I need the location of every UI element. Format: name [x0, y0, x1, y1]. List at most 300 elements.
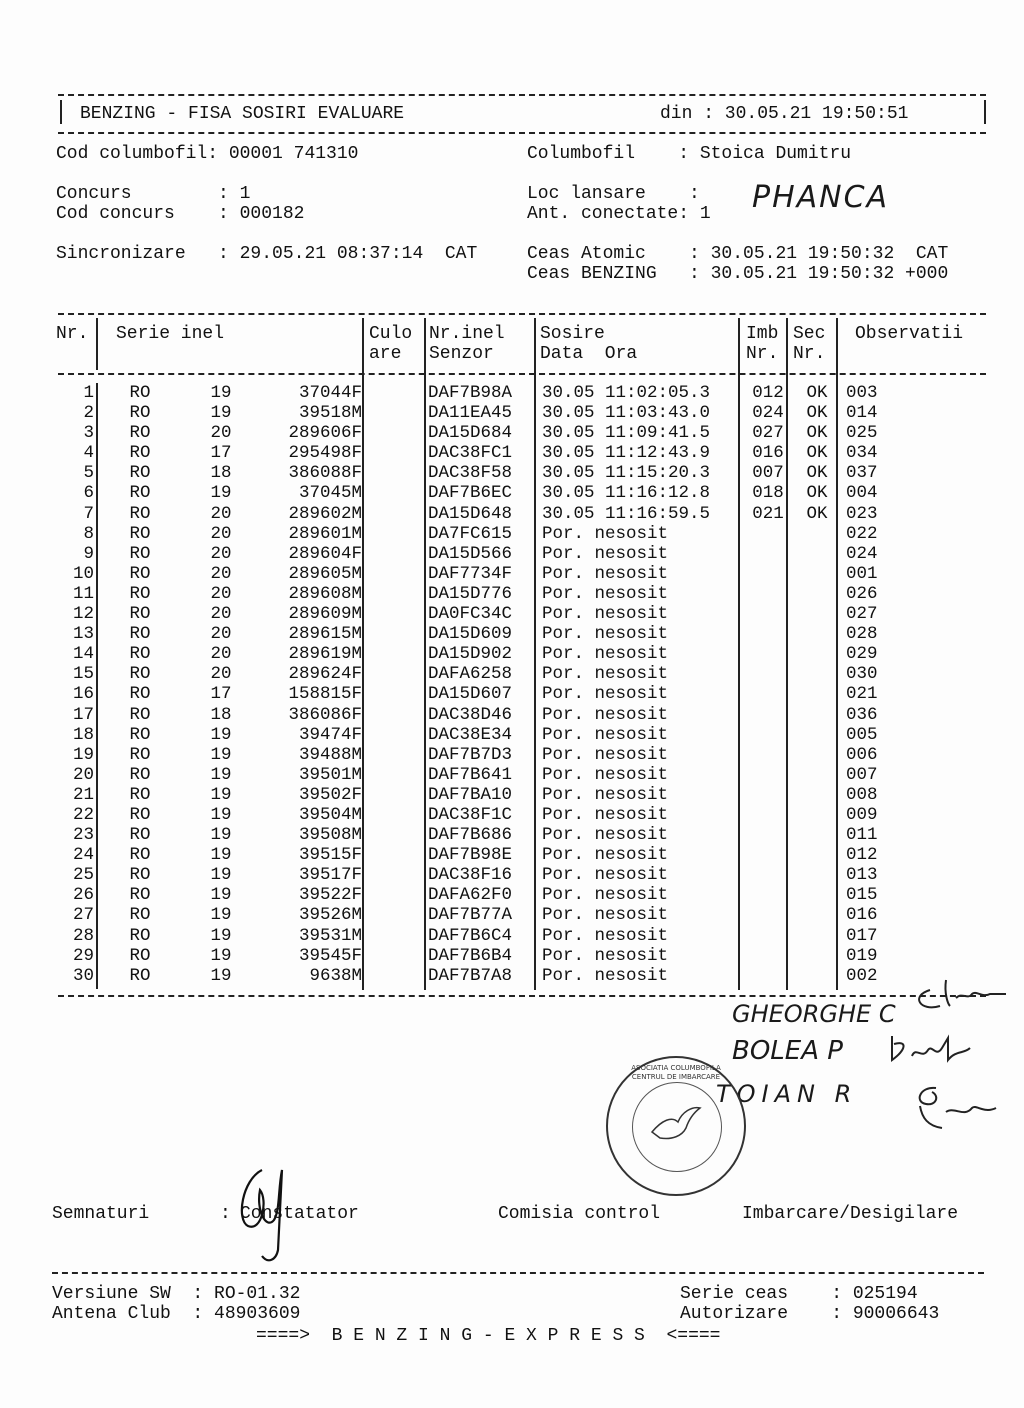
row-observatii: 001 [846, 563, 878, 584]
row-tara: RO [129, 664, 151, 685]
row-sosire: Por. nesosit [542, 945, 669, 966]
row-nr: 26 [72, 885, 94, 906]
row-senzor: DAF7BA10 [428, 784, 513, 805]
row-senzor: DAF7B6C4 [428, 925, 513, 946]
row-sosire: Por. nesosit [542, 865, 669, 886]
row-nr: 14 [72, 644, 94, 665]
row-senzor: DAFA62F0 [428, 885, 513, 906]
table-row [52, 544, 926, 564]
row-culoare [362, 463, 422, 483]
row-sec [794, 644, 840, 664]
row-observatii: 028 [846, 624, 878, 645]
row-an: 19 [210, 925, 232, 946]
row-observatii: 013 [846, 865, 878, 886]
col-header-senzor: Senzor [429, 344, 494, 364]
table-bottom-rule [58, 995, 986, 997]
stamp-text: ASOCIATIA COLUMBOFILA CENTRUL DE IMBARCARE [631, 1064, 721, 1081]
table-row [52, 885, 926, 905]
row-senzor: DA11EA45 [428, 403, 513, 424]
col-header-serie: Serie inel [116, 324, 225, 344]
row-imb [742, 765, 794, 785]
row-imb: 021 [752, 503, 784, 524]
row-sosire: Por. nesosit [542, 804, 669, 825]
row-inel: 37045M [298, 483, 362, 504]
row-imb [742, 865, 794, 885]
row-imb [742, 604, 794, 624]
row-nr: 18 [72, 724, 94, 745]
row-senzor: DA0FC34C [428, 604, 513, 625]
row-imb [742, 524, 794, 544]
row-nr: 27 [72, 905, 94, 926]
row-tara: RO [129, 423, 151, 444]
row-nr: 7 [83, 503, 94, 524]
row-an: 20 [210, 423, 232, 444]
row-senzor: DAF7734F [428, 563, 513, 584]
row-tara: RO [129, 463, 151, 484]
row-observatii: 019 [846, 945, 878, 966]
row-nr: 30 [72, 965, 94, 986]
row-sec [794, 725, 840, 745]
sincronizare: Sincronizare : 29.05.21 08:37:14 CAT [56, 244, 478, 264]
row-sosire: 30.05 11:12:43.9 [542, 443, 711, 464]
row-sec: OK [806, 443, 828, 464]
row-sosire: 30.05 11:02:05.3 [542, 383, 711, 403]
table-row [52, 584, 926, 604]
row-inel: 39504M [298, 804, 362, 825]
row-nr: 23 [72, 825, 94, 846]
row-nr: 9 [83, 543, 94, 564]
row-observatii: 012 [846, 845, 878, 866]
row-senzor: DAC38D46 [428, 704, 513, 725]
row-imb [742, 825, 794, 845]
table-row [52, 946, 926, 966]
row-nr: 1 [83, 383, 94, 403]
row-imb: 016 [752, 443, 784, 464]
row-senzor: DAC38E34 [428, 724, 513, 745]
row-observatii: 017 [846, 925, 878, 946]
table-row [52, 684, 926, 704]
row-nr: 16 [72, 684, 94, 705]
row-sosire: 30.05 11:16:59.5 [542, 503, 711, 524]
row-culoare [362, 644, 422, 664]
row-sec [794, 604, 840, 624]
row-imb: 024 [752, 403, 784, 424]
row-sosire: Por. nesosit [542, 664, 669, 685]
row-sosire: Por. nesosit [542, 704, 669, 725]
row-imb [742, 664, 794, 684]
row-nr: 29 [72, 945, 94, 966]
row-culoare [362, 584, 422, 604]
row-sec: OK [806, 403, 828, 424]
row-imb [742, 584, 794, 604]
row-tara: RO [129, 845, 151, 866]
col-header-imb: Imb [746, 324, 779, 344]
table-row [52, 443, 926, 463]
row-an: 19 [210, 965, 232, 986]
row-an: 17 [210, 684, 232, 705]
concurs: Concurs : 1 [56, 184, 251, 204]
row-an: 20 [210, 563, 232, 584]
handwritten-name-1: GHEORGHE C [732, 1000, 896, 1028]
constatator-signature [222, 1160, 302, 1270]
row-sec [794, 966, 840, 986]
row-nr: 21 [72, 784, 94, 805]
row-senzor: DA15D609 [428, 624, 513, 645]
row-sosire: Por. nesosit [542, 925, 669, 946]
row-observatii: 002 [846, 965, 878, 986]
row-sosire: 30.05 11:03:43.0 [542, 403, 711, 424]
row-senzor: DAF7B6B4 [428, 945, 513, 966]
row-sec [794, 845, 840, 865]
row-tara: RO [129, 403, 151, 424]
row-tara: RO [129, 925, 151, 946]
row-sosire: Por. nesosit [542, 744, 669, 765]
table-row [52, 905, 926, 925]
table-row [52, 664, 926, 684]
row-imb [742, 785, 794, 805]
row-inel: 289615M [288, 624, 362, 645]
row-inel: 289606F [288, 423, 362, 444]
row-culoare [362, 805, 422, 825]
loc-lansare: Loc lansare : [527, 184, 700, 204]
table-row [52, 483, 926, 503]
header-left-border [60, 100, 62, 124]
row-an: 20 [210, 604, 232, 625]
table-header-rule [58, 373, 986, 375]
row-senzor: DA15D902 [428, 644, 513, 665]
table-row [52, 725, 926, 745]
row-nr: 15 [72, 664, 94, 685]
row-an: 18 [210, 463, 232, 484]
serie-ceas: Serie ceas : 025194 [680, 1284, 918, 1304]
row-inel: 39531M [298, 925, 362, 946]
arrivals-table-body [52, 383, 926, 986]
row-tara: RO [129, 724, 151, 745]
row-culoare [362, 684, 422, 704]
row-senzor: DAC38FC1 [428, 443, 513, 464]
semnaturi-colon: : [220, 1204, 231, 1224]
row-observatii: 024 [846, 543, 878, 564]
row-tara: RO [129, 383, 151, 403]
constatator-label: Constatator [240, 1204, 359, 1224]
row-nr: 8 [83, 523, 94, 544]
row-imb: 018 [752, 483, 784, 504]
row-tara: RO [129, 885, 151, 906]
header-right-border [984, 100, 986, 124]
row-inel: 39474F [298, 724, 362, 745]
row-senzor: DA15D607 [428, 684, 513, 705]
row-culoare [362, 403, 422, 423]
row-inel: 9638M [309, 965, 362, 986]
row-sec [794, 905, 840, 925]
table-row [52, 825, 926, 845]
row-observatii: 023 [846, 503, 878, 524]
row-culoare [362, 905, 422, 925]
row-culoare [362, 966, 422, 986]
row-senzor: DAC38F16 [428, 865, 513, 886]
table-row [52, 745, 926, 765]
row-imb: 012 [752, 383, 784, 403]
row-observatii: 030 [846, 664, 878, 685]
row-culoare [362, 845, 422, 865]
row-imb: 027 [752, 423, 784, 444]
row-sosire: 30.05 11:16:12.8 [542, 483, 711, 504]
row-inel: 386088F [288, 463, 362, 484]
row-nr: 17 [72, 704, 94, 725]
row-sosire: Por. nesosit [542, 543, 669, 564]
row-inel: 39517F [298, 865, 362, 886]
row-observatii: 037 [846, 463, 878, 484]
row-sec [794, 664, 840, 684]
row-imb [742, 905, 794, 925]
row-an: 19 [210, 403, 232, 424]
col-header-culo-2: are [369, 344, 402, 364]
row-sosire: 30.05 11:15:20.3 [542, 463, 711, 484]
row-an: 19 [210, 905, 232, 926]
row-imb [742, 705, 794, 725]
row-culoare [362, 544, 422, 564]
cod-columbofil: Cod columbofil: 00001 741310 [56, 144, 359, 164]
table-row [52, 785, 926, 805]
col-header-culo: Culo [369, 324, 413, 344]
row-nr: 25 [72, 865, 94, 886]
row-an: 19 [210, 825, 232, 846]
row-culoare [362, 785, 422, 805]
row-nr: 6 [83, 483, 94, 504]
table-row [52, 926, 926, 946]
row-observatii: 027 [846, 604, 878, 625]
row-inel: 289601M [288, 523, 362, 544]
row-observatii: 034 [846, 443, 878, 464]
row-imb [742, 684, 794, 704]
row-inel: 289608M [288, 583, 362, 604]
row-tara: RO [129, 583, 151, 604]
row-tara: RO [129, 965, 151, 986]
row-culoare [362, 705, 422, 725]
row-inel: 39488M [298, 744, 362, 765]
row-inel: 39502F [298, 784, 362, 805]
table-row [52, 403, 926, 423]
col-header-nrinel: Nr.inel [429, 324, 505, 344]
row-tara: RO [129, 704, 151, 725]
row-nr: 3 [83, 423, 94, 444]
header-top-rule [58, 94, 986, 96]
row-sosire: Por. nesosit [542, 644, 669, 665]
row-nr: 2 [83, 403, 94, 424]
row-tara: RO [129, 945, 151, 966]
row-an: 20 [210, 523, 232, 544]
row-inel: 289605M [288, 563, 362, 584]
row-senzor: DAF7B686 [428, 825, 513, 846]
row-observatii: 014 [846, 403, 878, 424]
table-row [52, 504, 926, 524]
row-culoare [362, 745, 422, 765]
row-sec [794, 745, 840, 765]
versiune-sw: Versiune SW : RO-01.32 [52, 1284, 301, 1304]
row-observatii: 005 [846, 724, 878, 745]
row-nr: 10 [72, 563, 94, 584]
col-header-observatii: Observatii [855, 324, 964, 344]
row-tara: RO [129, 644, 151, 665]
row-senzor: DAC38F58 [428, 463, 513, 484]
row-observatii: 025 [846, 423, 878, 444]
row-tara: RO [129, 784, 151, 805]
row-senzor: DAFA6258 [428, 664, 513, 685]
row-tara: RO [129, 483, 151, 504]
row-senzor: DAF7B641 [428, 764, 513, 785]
row-culoare [362, 524, 422, 544]
row-sec [794, 785, 840, 805]
row-inel: 39545F [298, 945, 362, 966]
row-observatii: 003 [846, 383, 878, 403]
row-culoare [362, 946, 422, 966]
row-sec: OK [806, 463, 828, 484]
row-tara: RO [129, 804, 151, 825]
col-header-sosire: Sosire [540, 324, 605, 344]
row-observatii: 009 [846, 804, 878, 825]
col-header-sec-nr: Nr. [793, 344, 826, 364]
row-sec: OK [806, 383, 828, 403]
row-imb [742, 624, 794, 644]
row-senzor: DA15D684 [428, 423, 513, 444]
row-senzor: DAF7B98E [428, 845, 513, 866]
row-tara: RO [129, 443, 151, 464]
row-an: 20 [210, 664, 232, 685]
row-tara: RO [129, 543, 151, 564]
row-sosire: Por. nesosit [542, 563, 669, 584]
table-top-rule [58, 313, 986, 315]
row-an: 19 [210, 784, 232, 805]
row-culoare [362, 865, 422, 885]
row-an: 19 [210, 865, 232, 886]
row-an: 19 [210, 724, 232, 745]
row-an: 20 [210, 624, 232, 645]
table-row [52, 966, 926, 986]
row-culoare [362, 624, 422, 644]
row-culoare [362, 483, 422, 503]
header-bottom-rule [58, 132, 986, 134]
association-stamp [606, 1056, 746, 1196]
row-culoare [362, 885, 422, 905]
row-tara: RO [129, 523, 151, 544]
benzing-express-banner: ====> B E N Z I N G - E X P R E S S <==== [256, 1326, 721, 1346]
row-an: 19 [210, 945, 232, 966]
table-row [52, 604, 926, 624]
row-sosire: Por. nesosit [542, 523, 669, 544]
row-tara: RO [129, 744, 151, 765]
row-nr: 20 [72, 764, 94, 785]
row-imb: 007 [752, 463, 784, 484]
report-title: BENZING - FISA SOSIRI EVALUARE [80, 104, 405, 124]
row-an: 19 [210, 804, 232, 825]
col-header-nr: Nr. [56, 324, 89, 344]
table-row [52, 564, 926, 584]
row-sec [794, 825, 840, 845]
row-inel: 295498F [288, 443, 362, 464]
row-nr: 24 [72, 845, 94, 866]
arrivals-table [52, 383, 926, 986]
table-row [52, 524, 926, 544]
footer-rule [52, 1272, 984, 1274]
row-senzor: DAF7B7A8 [428, 965, 513, 986]
col-sep-1 [96, 318, 98, 370]
table-row [52, 765, 926, 785]
row-observatii: 016 [846, 905, 878, 926]
row-inel: 39526M [298, 905, 362, 926]
row-inel: 158815F [288, 684, 362, 705]
table-row [52, 383, 926, 403]
row-imb [742, 805, 794, 825]
row-sec [794, 765, 840, 785]
row-sec: OK [806, 483, 828, 504]
row-nr: 28 [72, 925, 94, 946]
row-tara: RO [129, 684, 151, 705]
row-an: 19 [210, 764, 232, 785]
row-senzor: DA15D776 [428, 583, 513, 604]
row-sec [794, 584, 840, 604]
row-an: 20 [210, 543, 232, 564]
col-header-imb-nr: Nr. [746, 344, 779, 364]
row-sec [794, 544, 840, 564]
handwritten-signature-3 [906, 1082, 1000, 1138]
row-imb [742, 946, 794, 966]
row-senzor: DA15D648 [428, 503, 513, 524]
handwritten-signature-2 [886, 1030, 976, 1070]
row-senzor: DAC38F1C [428, 804, 513, 825]
row-sec [794, 564, 840, 584]
table-row [52, 805, 926, 825]
row-sec [794, 705, 840, 725]
autorizare: Autorizare : 90006643 [680, 1304, 940, 1324]
row-senzor: DAF7B7D3 [428, 744, 513, 765]
row-senzor: DA7FC615 [428, 523, 513, 544]
row-tara: RO [129, 825, 151, 846]
row-imb [742, 966, 794, 986]
row-nr: 19 [72, 744, 94, 765]
col-header-sec: Sec [793, 324, 826, 344]
row-an: 17 [210, 443, 232, 464]
row-inel: 289619M [288, 644, 362, 665]
row-tara: RO [129, 865, 151, 886]
row-an: 20 [210, 644, 232, 665]
row-culoare [362, 604, 422, 624]
row-nr: 5 [83, 463, 94, 484]
row-sec: OK [806, 423, 828, 444]
row-observatii: 007 [846, 764, 878, 785]
columbofil: Columbofil : Stoica Dumitru [527, 144, 852, 164]
row-inel: 37044F [298, 383, 362, 403]
ant-conectate: Ant. conectate: 1 [527, 204, 711, 224]
row-observatii: 015 [846, 885, 878, 906]
table-row [52, 644, 926, 664]
row-imb [742, 885, 794, 905]
row-inel: 289604F [288, 543, 362, 564]
row-inel: 39508M [298, 825, 362, 846]
row-inel: 39501M [298, 764, 362, 785]
row-culoare [362, 664, 422, 684]
row-observatii: 026 [846, 583, 878, 604]
row-culoare [362, 564, 422, 584]
table-row [52, 463, 926, 483]
antena-club: Antena Club : 48903609 [52, 1304, 301, 1324]
row-imb [742, 745, 794, 765]
row-sec [794, 624, 840, 644]
row-tara: RO [129, 563, 151, 584]
row-observatii: 021 [846, 684, 878, 705]
table-row [52, 624, 926, 644]
row-imb [742, 926, 794, 946]
row-sosire: Por. nesosit [542, 684, 669, 705]
